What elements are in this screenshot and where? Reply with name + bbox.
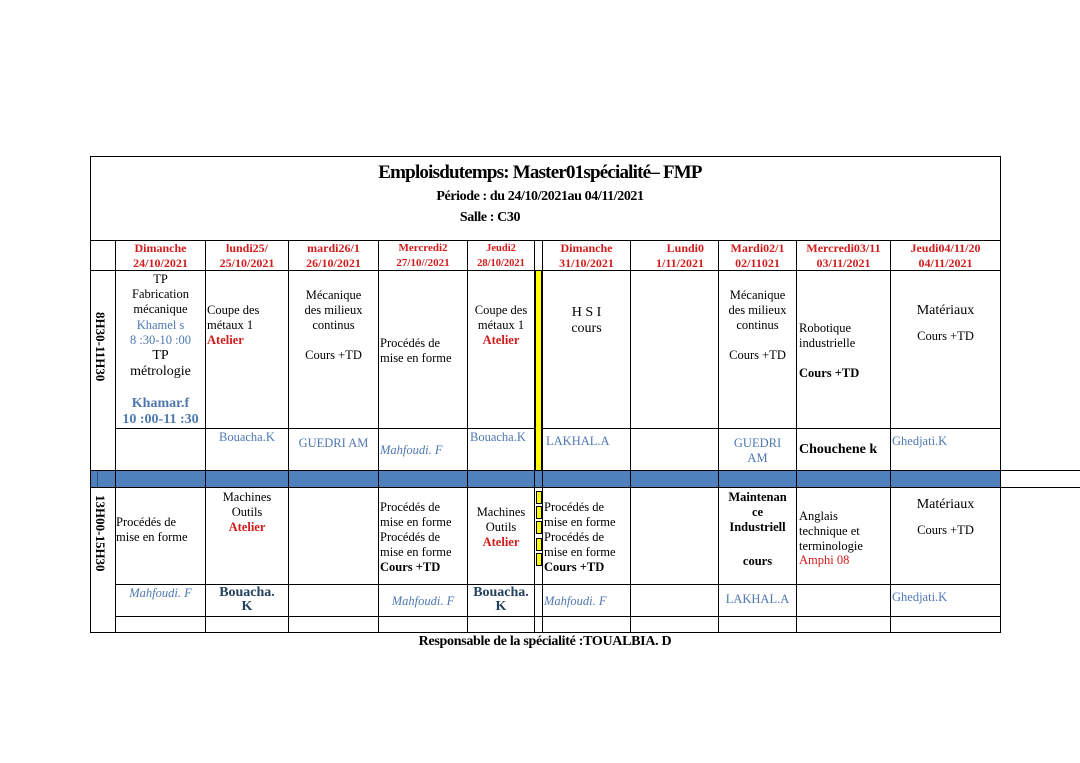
teacher-name: Mahfoudi. F bbox=[380, 443, 443, 457]
highlight-box bbox=[536, 491, 542, 504]
course-type: cours bbox=[742, 554, 773, 568]
course-title: Coupe des métaux 1 bbox=[207, 303, 260, 332]
day-header: Mardi02/1 02/11021 bbox=[730, 241, 785, 270]
course-room: Atelier bbox=[482, 333, 520, 347]
teacher-name: Chouchene k bbox=[799, 442, 878, 457]
course-title: Anglais technique et terminologie bbox=[799, 509, 863, 553]
course-type: Cours +TD bbox=[729, 348, 786, 362]
teacher-name: Mahfoudi. F bbox=[544, 594, 607, 608]
day-header: Jeudi2 28/10/2021 bbox=[477, 243, 525, 269]
course-title: Matériaux bbox=[916, 497, 975, 512]
period-text: Période : du 24/10/2021au 04/11/2021 bbox=[436, 189, 644, 204]
day-header: lundi25/ 25/10/2021 bbox=[219, 241, 275, 270]
course-type: Cours +TD bbox=[305, 348, 362, 362]
course-title: Robotique industrielle bbox=[799, 321, 856, 350]
teacher-name: Ghedjati.K bbox=[892, 434, 948, 448]
day-header: mardi26/1 26/10/2021 bbox=[306, 241, 361, 270]
teacher-name: Khamar.f 10 :00-11 :30 bbox=[122, 396, 199, 427]
highlight-box bbox=[536, 553, 542, 566]
course-title: Procédés de mise en forme Procédés de mise en forme bbox=[544, 500, 616, 559]
teacher-name: GUEDRI AM bbox=[298, 436, 369, 450]
course-title: Matériaux bbox=[916, 303, 975, 318]
page-title: Emploisdutemps: Master01spécialité– FMP bbox=[378, 162, 702, 183]
teacher-name: Bouacha. K bbox=[219, 585, 275, 614]
highlight-strip bbox=[535, 271, 542, 470]
teacher-name: Bouacha.K bbox=[219, 430, 275, 444]
day-header: Mercredi2 27/10//2021 bbox=[396, 242, 450, 269]
course-title: TP métrologie bbox=[130, 348, 191, 379]
teacher-name: LAKHAL.A bbox=[725, 592, 790, 606]
teacher-name: LAKHAL.A bbox=[546, 434, 610, 448]
teacher-name: Bouacha.K bbox=[470, 430, 526, 444]
footer-responsible: Responsable de la spécialité :TOUALBIA. D bbox=[418, 634, 672, 649]
course-title: Machines Outils bbox=[222, 490, 272, 519]
course-room: Atelier bbox=[228, 520, 266, 534]
course-type: Cours +TD bbox=[917, 329, 974, 343]
room-text: Salle : C30 bbox=[459, 210, 521, 225]
day-header: Dimanche 24/10/2021 bbox=[133, 241, 188, 270]
course-type: Cours +TD bbox=[544, 560, 605, 574]
course-room: Amphi 08 bbox=[799, 553, 850, 567]
course-room: Atelier bbox=[482, 535, 520, 549]
separator-band bbox=[91, 471, 1000, 487]
day-header: Jeudi04/11/20 04/11/2021 bbox=[910, 241, 981, 270]
course-title: Mécanique des milieux continus bbox=[304, 288, 363, 332]
course-title: Coupe des métaux 1 bbox=[474, 303, 528, 332]
teacher-name: Ghedjati.K bbox=[892, 590, 948, 604]
course-title: Procédés de mise en forme bbox=[116, 515, 188, 544]
day-header: Dimanche 31/10/2021 bbox=[559, 241, 614, 270]
course-title: Mécanique des milieux continus bbox=[728, 288, 787, 332]
course-type: Cours +TD bbox=[799, 366, 860, 380]
teacher-name: GUEDRI AM bbox=[733, 436, 782, 465]
course-title: Procédés de mise en forme Procédés de mise en forme bbox=[380, 500, 452, 559]
course-type: Cours +TD bbox=[380, 560, 441, 574]
course-title: TP Fabrication mécanique bbox=[132, 272, 189, 316]
slot-label-morning: 8H30-11H30 bbox=[93, 312, 108, 382]
course-type: Cours +TD bbox=[917, 523, 974, 537]
course-title: Procédés de mise en forme bbox=[380, 336, 452, 365]
day-header: Lundi0 1/11/2021 bbox=[655, 241, 704, 270]
teacher-name: Khamel s 8 :30-10 :00 bbox=[129, 318, 192, 347]
slot-label-afternoon: 13H00-15H30 bbox=[93, 495, 108, 572]
day-header: Mercredi03/11 03/11/2021 bbox=[806, 241, 881, 270]
course-title: Maintenan ce Industriell bbox=[728, 490, 787, 534]
teacher-name: Mahfoudi. F bbox=[129, 586, 192, 600]
highlight-box bbox=[536, 538, 542, 551]
course-room: Atelier bbox=[207, 333, 244, 347]
teacher-name: Bouacha. K bbox=[473, 585, 529, 614]
highlight-box bbox=[536, 521, 542, 534]
course-title: H S I cours bbox=[571, 305, 602, 336]
highlight-box bbox=[536, 506, 542, 519]
teacher-name: Mahfoudi. F bbox=[391, 594, 455, 608]
course-title: Machines Outils bbox=[476, 505, 526, 534]
